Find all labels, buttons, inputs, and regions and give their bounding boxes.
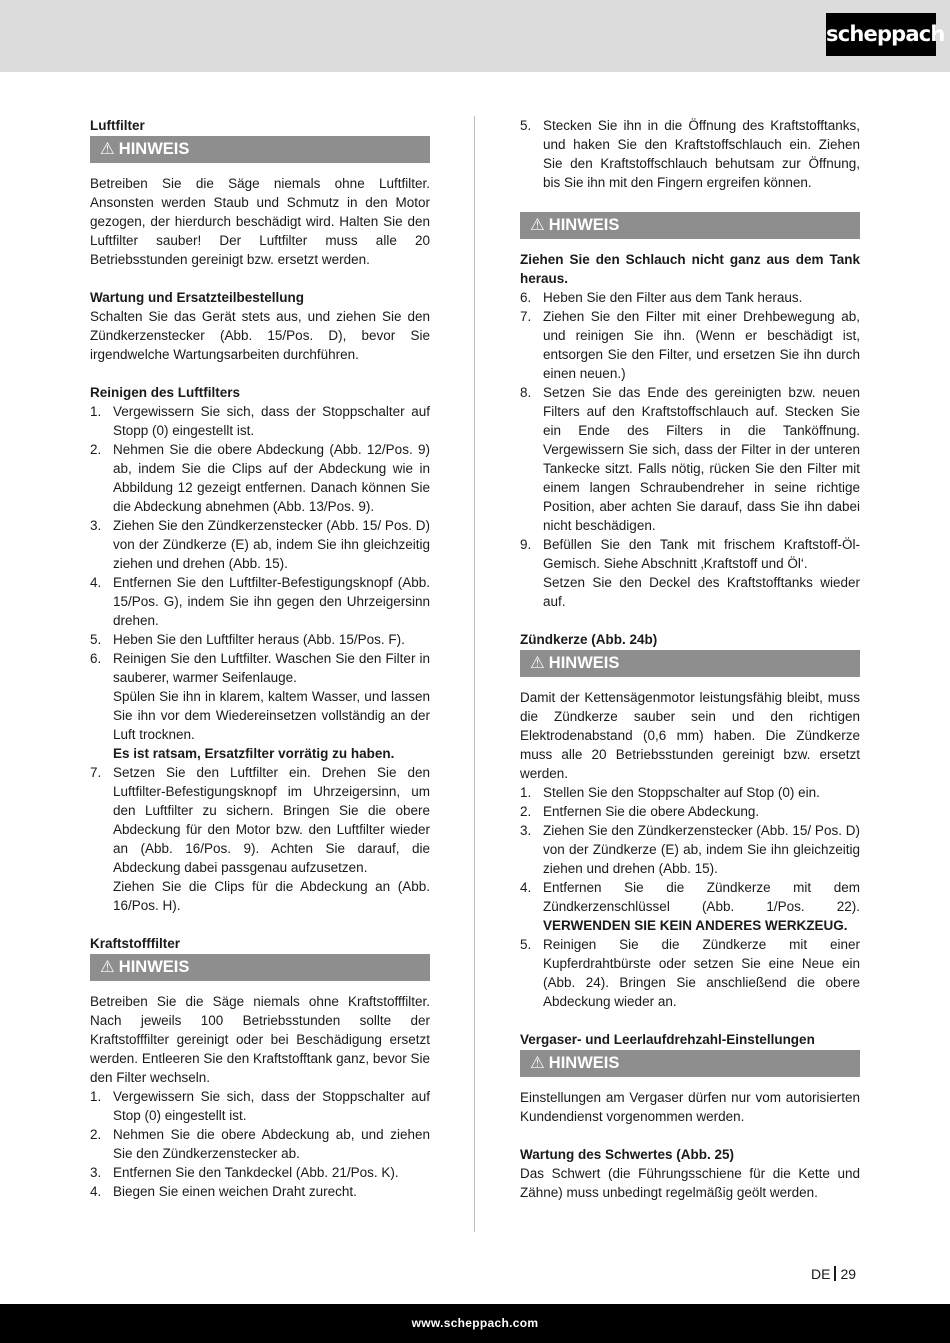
website-link[interactable]: www.scheppach.com: [411, 1316, 539, 1330]
hinweis-box: ⚠ HINWEIS: [520, 212, 860, 239]
section-title-vergaser: Vergaser- und Leerlaufdrehzahl-Einstellungen: [520, 1032, 815, 1047]
list-item: 2. Nehmen Sie die obere Abdeckung (Abb. 12/Pos. 9) ab, indem Sie die Clips auf der Abdeckung wie in Abbildung 12 gezeigt entfernen. Danach können Sie die Abdeckung abnehmen (Abb. 13/Pos. 9).: [90, 442, 430, 514]
divider: [834, 1266, 836, 1281]
list-item: 2. Nehmen Sie die obere Abdeckung ab, und ziehen Sie den Zündkerzenstecker ab.: [90, 1127, 430, 1161]
list-item: 4. Entfernen Sie den Luftfilter-Befestigungsknopf (Abb. 15/Pos. G), indem Sie ihn gegen den Uhrzeigersinn drehen.: [90, 575, 430, 628]
section-title-luftfilter: Luftfilter: [90, 118, 145, 133]
warning-icon: ⚠: [100, 140, 115, 158]
page-num: 29: [840, 1266, 857, 1282]
list-item: 6. Heben Sie den Filter aus dem Tank heraus.: [520, 290, 803, 305]
list-item: 7. Setzen Sie den Luftfilter ein. Drehen Sie den Luftfilter-Befestigungsknopf im Uhrzeigersinn, um den Luftfilter zu sichern. Bringen Sie die obere Abdeckung für den Motor bzw. den Luftfilter wieder an (Abb. 16/Pos. 9). Achten Sie darauf, die Abdeckung dabei passgenau aufzusetzen. Ziehen Sie die Clips für die Abdeckung an (Abb. 16/Pos. H).: [90, 765, 430, 913]
list-item: 2. Entfernen Sie die obere Abdeckung.: [520, 804, 760, 819]
section-title-wartung: Wartung und Ersatzteilbestellung: [90, 290, 305, 305]
warning-icon: ⚠: [530, 1054, 545, 1072]
section-title-schwert: Wartung des Schwertes (Abb. 25): [520, 1147, 735, 1162]
scheppach-logo: [826, 13, 945, 56]
list-item: 1. Vergewissern Sie sich, dass der Stoppschalter auf Stop (0) eingestellt ist.: [90, 1089, 430, 1123]
list-item: 1. Stellen Sie den Stoppschalter auf Stop (0) ein.: [520, 785, 820, 800]
column-divider: [474, 116, 475, 1232]
warning-icon: ⚠: [100, 958, 115, 976]
paragraph: Betreiben Sie die Säge niemals ohne Kraftstofffilter. Nach jeweils 100 Betriebsstunden sollte der Kraftstofffilter gereinigt oder bei Beschädigung ersetzt werden. Entleeren Sie den Kraftstofftank ganz, bevor Sie den Filter wechseln.: [90, 994, 430, 1085]
list-item: 4. Biegen Sie einen weichen Draht zurecht.: [90, 1184, 357, 1199]
hinweis-box: ⚠ HINWEIS: [90, 954, 430, 981]
hinweis-box: ⚠ HINWEIS: [520, 1050, 860, 1077]
warning-icon: ⚠: [530, 216, 545, 234]
list-item: 5. Stecken Sie ihn in die Öffnung des Kraftstofftanks, und haken Sie den Kraftstoffschlauch ein. Ziehen Sie den Kraftstoffschlauch behutsam zur Öffnung, bis Sie ihn mit den Fingern ergreifen können.: [520, 118, 860, 190]
list-item: 3. Ziehen Sie den Zündkerzenstecker (Abb. 15/ Pos. D) von der Zündkerze (E) ab, indem Sie ihn gleichzeitig ziehen und drehen (Abb. 15).: [520, 823, 860, 876]
list-item: 5. Reinigen Sie die Zündkerze mit einer Kupferdrahtbürste oder setzen Sie eine Neue ein (Abb. 24). Bringen Sie anschließend die obere Abdeckung wieder an.: [520, 937, 860, 1009]
page-number: [811, 1265, 856, 1283]
list-item: 3. Ziehen Sie den Zündkerzenstecker (Abb. 15/ Pos. D) von der Zündkerze (E) ab, indem Sie ihn gleichzeitig ziehen und drehen (Abb. 15).: [90, 518, 430, 571]
section-title-zuendkerze: Zündkerze (Abb. 24b): [520, 632, 658, 647]
tip-text: Es ist ratsam, Ersatzfilter vorrätig zu haben.: [113, 746, 395, 761]
header-bar: [0, 0, 950, 72]
left-column: [90, 116, 430, 1201]
list-item: 3. Entfernen Sie den Tankdeckel (Abb. 21/Pos. K).: [90, 1165, 399, 1180]
section-title-kraftstofffilter: Kraftstofffilter: [90, 936, 180, 951]
warning-note: Ziehen Sie den Schlauch nicht ganz aus dem Tank heraus.: [520, 252, 860, 286]
hinweis-box: ⚠ HINWEIS: [520, 650, 860, 677]
paragraph: Schalten Sie das Gerät stets aus, und ziehen Sie den Zündkerzenstecker (Abb. 15/Pos. D), bevor Sie irgendwelche Wartungsarbeiten durchführen.: [90, 309, 430, 362]
paragraph: Betreiben Sie die Säge niemals ohne Luftfilter. Ansonsten werden Staub und Schmutz in den Motor gezogen, der hierdurch beschädigt wird. Halten Sie den Luftfilter sauber! Der Luftfilter muss alle 20 Betriebsstunden gereinigt bzw. ersetzt werden.: [90, 176, 430, 267]
section-title-reinigen: Reinigen des Luftfilters: [90, 385, 241, 400]
list-item: 6. Reinigen Sie den Luftfilter. Waschen Sie den Filter in sauberer, warmer Seifenlauge. Spülen Sie ihn in klarem, kaltem Wasser, und lassen Sie ihn vor dem Wiedereinsetzen vollständig an der Luft trocknen. Es ist ratsam, Ersatzfilter vorrätig zu haben.: [90, 651, 430, 761]
logo-text: scheppach: [826, 22, 945, 46]
list-item: 9. Befüllen Sie den Tank mit frischem Kraftstoff-Öl-Gemisch. Siehe Abschnitt ‚Kraftstoff und Öl‘. Setzen Sie den Deckel des Kraftstofftanks wieder auf.: [520, 537, 860, 609]
list-item: 8. Setzen Sie das Ende des gereinigten bzw. neuen Filters auf den Kraftstoffschlauch auf. Stecken Sie ein Ende des Filters in die Tanköffnung. Vergewissern Sie sich, dass der Filter in der unteren Tankecke sitzt. Falls nötig, rücken Sie den Filter mit einem langen Schraubendreher in seine richtige Position, aber achten Sie darauf, dass Sie ihn dabei nicht beschädigen.: [520, 385, 860, 533]
paragraph: Damit der Kettensägenmotor leistungsfähig bleibt, muss die Zündkerze sauber sein und den richtigen Elektrodenabstand (0,6 mm) haben. Die Zündkerze muss alle 20 Betriebsstunden gereinigt bzw. ersetzt werden.: [520, 690, 860, 781]
language-code: DE: [811, 1266, 831, 1282]
warning-icon: ⚠: [530, 654, 545, 672]
hinweis-box: ⚠ HINWEIS: [90, 136, 430, 163]
right-column: [520, 116, 860, 1202]
footer-bar: [0, 1304, 950, 1343]
list-item: 4. Entfernen Sie die Zündkerze mit dem Zündkerzenschlüssel (Abb. 1/Pos. 22). VERWENDEN SIE KEIN ANDERES WERKZEUG.: [520, 880, 860, 933]
list-item: 1. Vergewissern Sie sich, dass der Stoppschalter auf Stopp (0) eingestellt ist.: [90, 404, 430, 438]
list-item: 5. Heben Sie den Luftfilter heraus (Abb. 15/Pos. F).: [90, 632, 405, 647]
list-item: 7. Ziehen Sie den Filter mit einer Drehbewegung ab, und reinigen Sie ihn. (Wenn er beschädigt ist, entsorgen Sie den Filter, und ersetzen Sie ihn durch einen neuen.): [520, 309, 860, 381]
paragraph: Das Schwert (die Führungsschiene für die Kette und Zähne) muss unbedingt regelmäßig geölt werden.: [520, 1166, 860, 1200]
paragraph: Einstellungen am Vergaser dürfen nur vom autorisierten Kundendienst vorgenommen werden.: [520, 1090, 860, 1124]
